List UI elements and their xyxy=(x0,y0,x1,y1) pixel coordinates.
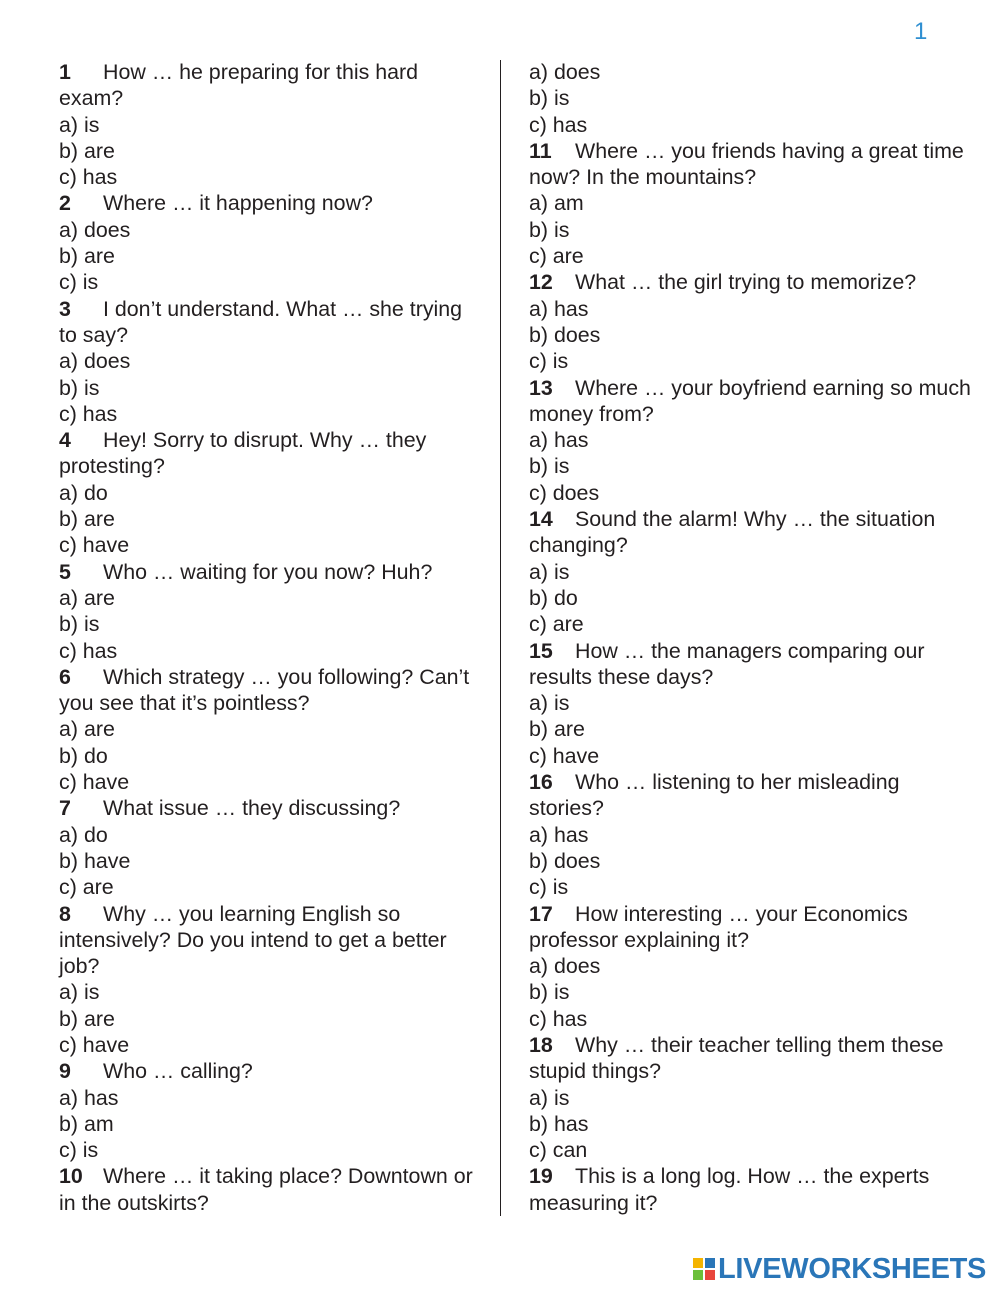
question-number: 2 xyxy=(59,191,71,216)
question-8 xyxy=(59,901,479,980)
question-13 xyxy=(529,375,974,428)
answer-option[interactable]: c) has xyxy=(59,638,118,663)
answer-option[interactable]: c) have xyxy=(529,743,600,768)
answer-option[interactable]: a) am xyxy=(529,191,584,216)
answer-option[interactable]: c) have xyxy=(59,533,130,558)
question-number: 18 xyxy=(529,1032,553,1057)
answer-option[interactable]: a) has xyxy=(529,296,589,321)
answer-option[interactable]: b) does xyxy=(529,322,601,347)
answer-option[interactable]: c) is xyxy=(529,875,569,900)
answer-option[interactable]: c) has xyxy=(59,401,118,426)
question-5 xyxy=(59,559,479,585)
question-text: Where … it happening now? xyxy=(103,191,373,216)
question-9 xyxy=(59,1058,479,1084)
answer-option[interactable]: b) has xyxy=(529,1111,589,1136)
answer-option[interactable]: a) is xyxy=(59,980,100,1005)
answer-option[interactable]: a) does xyxy=(529,954,601,979)
question-text: Who … listening to her misleading stories? xyxy=(529,770,900,821)
answer-option[interactable]: b) are xyxy=(529,717,585,742)
answer-option[interactable]: a) does xyxy=(59,349,131,374)
question-12 xyxy=(529,269,974,295)
answer-option[interactable]: a) is xyxy=(59,112,100,137)
question-number: 9 xyxy=(59,1059,71,1084)
answer-option[interactable]: b) is xyxy=(529,217,570,242)
question-6 xyxy=(59,664,479,717)
answer-option[interactable]: a) do xyxy=(59,480,108,505)
question-number: 17 xyxy=(529,901,553,926)
right-column xyxy=(529,59,974,1216)
answer-option[interactable]: a) do xyxy=(59,822,108,847)
answer-option[interactable]: b) is xyxy=(529,454,570,479)
question-number: 12 xyxy=(529,270,553,295)
question-text: Where … it taking place? Downtown or in the outskirts? xyxy=(59,1164,473,1215)
question-text: What … the girl trying to memorize? xyxy=(575,270,917,295)
question-text: Who … calling? xyxy=(103,1059,253,1084)
answer-option[interactable]: a) does xyxy=(529,60,601,84)
answer-option[interactable]: c) can xyxy=(529,1138,588,1163)
answer-option[interactable]: a) are xyxy=(59,717,115,742)
question-text: This is a long log. How … the experts measuring it? xyxy=(529,1164,930,1215)
answer-option[interactable]: a) has xyxy=(529,428,589,453)
answer-option[interactable]: c) has xyxy=(529,112,588,137)
column-divider xyxy=(500,60,501,1216)
answer-option[interactable]: c) have xyxy=(59,770,130,795)
question-number: 16 xyxy=(529,770,553,795)
question-2 xyxy=(59,190,479,216)
page-number: 1 xyxy=(914,18,928,45)
question-number: 15 xyxy=(529,638,553,663)
answer-option[interactable]: a) has xyxy=(59,1085,119,1110)
answer-option[interactable]: a) does xyxy=(59,217,131,242)
answer-option[interactable]: b) are xyxy=(59,507,115,532)
question-19 xyxy=(529,1163,974,1216)
answer-option[interactable]: c) has xyxy=(529,1006,588,1031)
question-number: 10 xyxy=(59,1164,83,1189)
answer-option[interactable]: a) is xyxy=(529,1085,570,1110)
answer-option[interactable]: b) is xyxy=(59,612,100,637)
question-7 xyxy=(59,795,479,821)
liveworksheets-logo[interactable] xyxy=(692,1254,986,1284)
question-number: 1 xyxy=(59,60,71,84)
question-number: 14 xyxy=(529,507,553,532)
answer-option[interactable]: b) are xyxy=(59,138,115,163)
question-11 xyxy=(529,138,974,191)
left-column xyxy=(59,59,479,1216)
question-number: 19 xyxy=(529,1164,553,1189)
question-text: Sound the alarm! Why … the situation changing? xyxy=(529,507,936,558)
question-text: What issue … they discussing? xyxy=(103,796,401,821)
logo-text: LIVEWORKSHEETS xyxy=(718,1252,987,1285)
answer-option[interactable]: b) is xyxy=(529,980,570,1005)
question-3 xyxy=(59,296,479,349)
question-text: How interesting … your Economics professor explaining it? xyxy=(529,901,908,952)
question-number: 5 xyxy=(59,559,71,584)
answer-option[interactable]: a) is xyxy=(529,691,570,716)
question-number: 7 xyxy=(59,796,71,821)
logo-blocks-icon xyxy=(692,1257,716,1281)
question-number: 6 xyxy=(59,664,71,689)
answer-option[interactable]: c) has xyxy=(59,165,118,190)
answer-option[interactable]: c) are xyxy=(529,244,584,269)
question-text: How … he preparing for this hard exam? xyxy=(59,60,419,111)
question-1 xyxy=(59,59,479,112)
question-text: Why … their teacher telling them these stupid things? xyxy=(529,1032,944,1084)
question-text: Where … your boyfriend earning so much money from? xyxy=(529,375,971,426)
answer-option[interactable]: b) is xyxy=(59,375,100,400)
answer-option[interactable]: c) is xyxy=(59,270,99,295)
question-15 xyxy=(529,638,974,691)
question-text: How … the managers comparing our results these days? xyxy=(529,638,925,689)
question-text: Hey! Sorry to disrupt. Why … they protesting? xyxy=(59,428,427,479)
answer-option[interactable]: b) am xyxy=(59,1111,114,1136)
answer-option[interactable]: a) is xyxy=(529,559,570,584)
question-16 xyxy=(529,769,974,822)
question-text: Who … waiting for you now? Huh? xyxy=(103,559,433,584)
question-number: 11 xyxy=(529,138,552,163)
question-number: 13 xyxy=(529,375,553,400)
question-number: 3 xyxy=(59,296,71,321)
answer-option[interactable]: c) does xyxy=(529,480,600,505)
answer-option[interactable]: c) are xyxy=(59,875,114,900)
question-4 xyxy=(59,427,479,480)
answer-option[interactable]: b) have xyxy=(59,848,131,873)
answer-option[interactable]: c) have xyxy=(59,1032,130,1057)
question-17 xyxy=(529,901,974,954)
answer-option[interactable]: a) are xyxy=(59,585,115,610)
answer-option[interactable]: b) do xyxy=(59,743,108,768)
question-text: Why … you learning English so intensively? Do you intend to get a better job? xyxy=(59,901,447,979)
question-text: Which strategy … you following? Can’t you see that it’s pointless? xyxy=(59,664,470,716)
answer-option[interactable]: b) is xyxy=(529,86,570,111)
question-14 xyxy=(529,506,974,559)
answer-option[interactable]: b) does xyxy=(529,848,601,873)
question-18 xyxy=(529,1032,974,1085)
question-text: Where … you friends having a great time now? In the mountains? xyxy=(529,138,964,190)
answer-option[interactable]: b) are xyxy=(59,1006,115,1031)
answer-option[interactable]: c) is xyxy=(59,1138,99,1163)
answer-option[interactable]: b) do xyxy=(529,585,578,610)
answer-option[interactable]: a) has xyxy=(529,822,589,847)
question-number: 4 xyxy=(59,428,71,453)
question-text: I don’t understand. What … she trying to say? xyxy=(59,296,463,347)
answer-option[interactable]: b) are xyxy=(59,244,115,269)
answer-option[interactable]: c) are xyxy=(529,612,584,637)
question-10 xyxy=(59,1163,479,1216)
question-number: 8 xyxy=(59,901,71,926)
answer-option[interactable]: c) is xyxy=(529,349,569,374)
